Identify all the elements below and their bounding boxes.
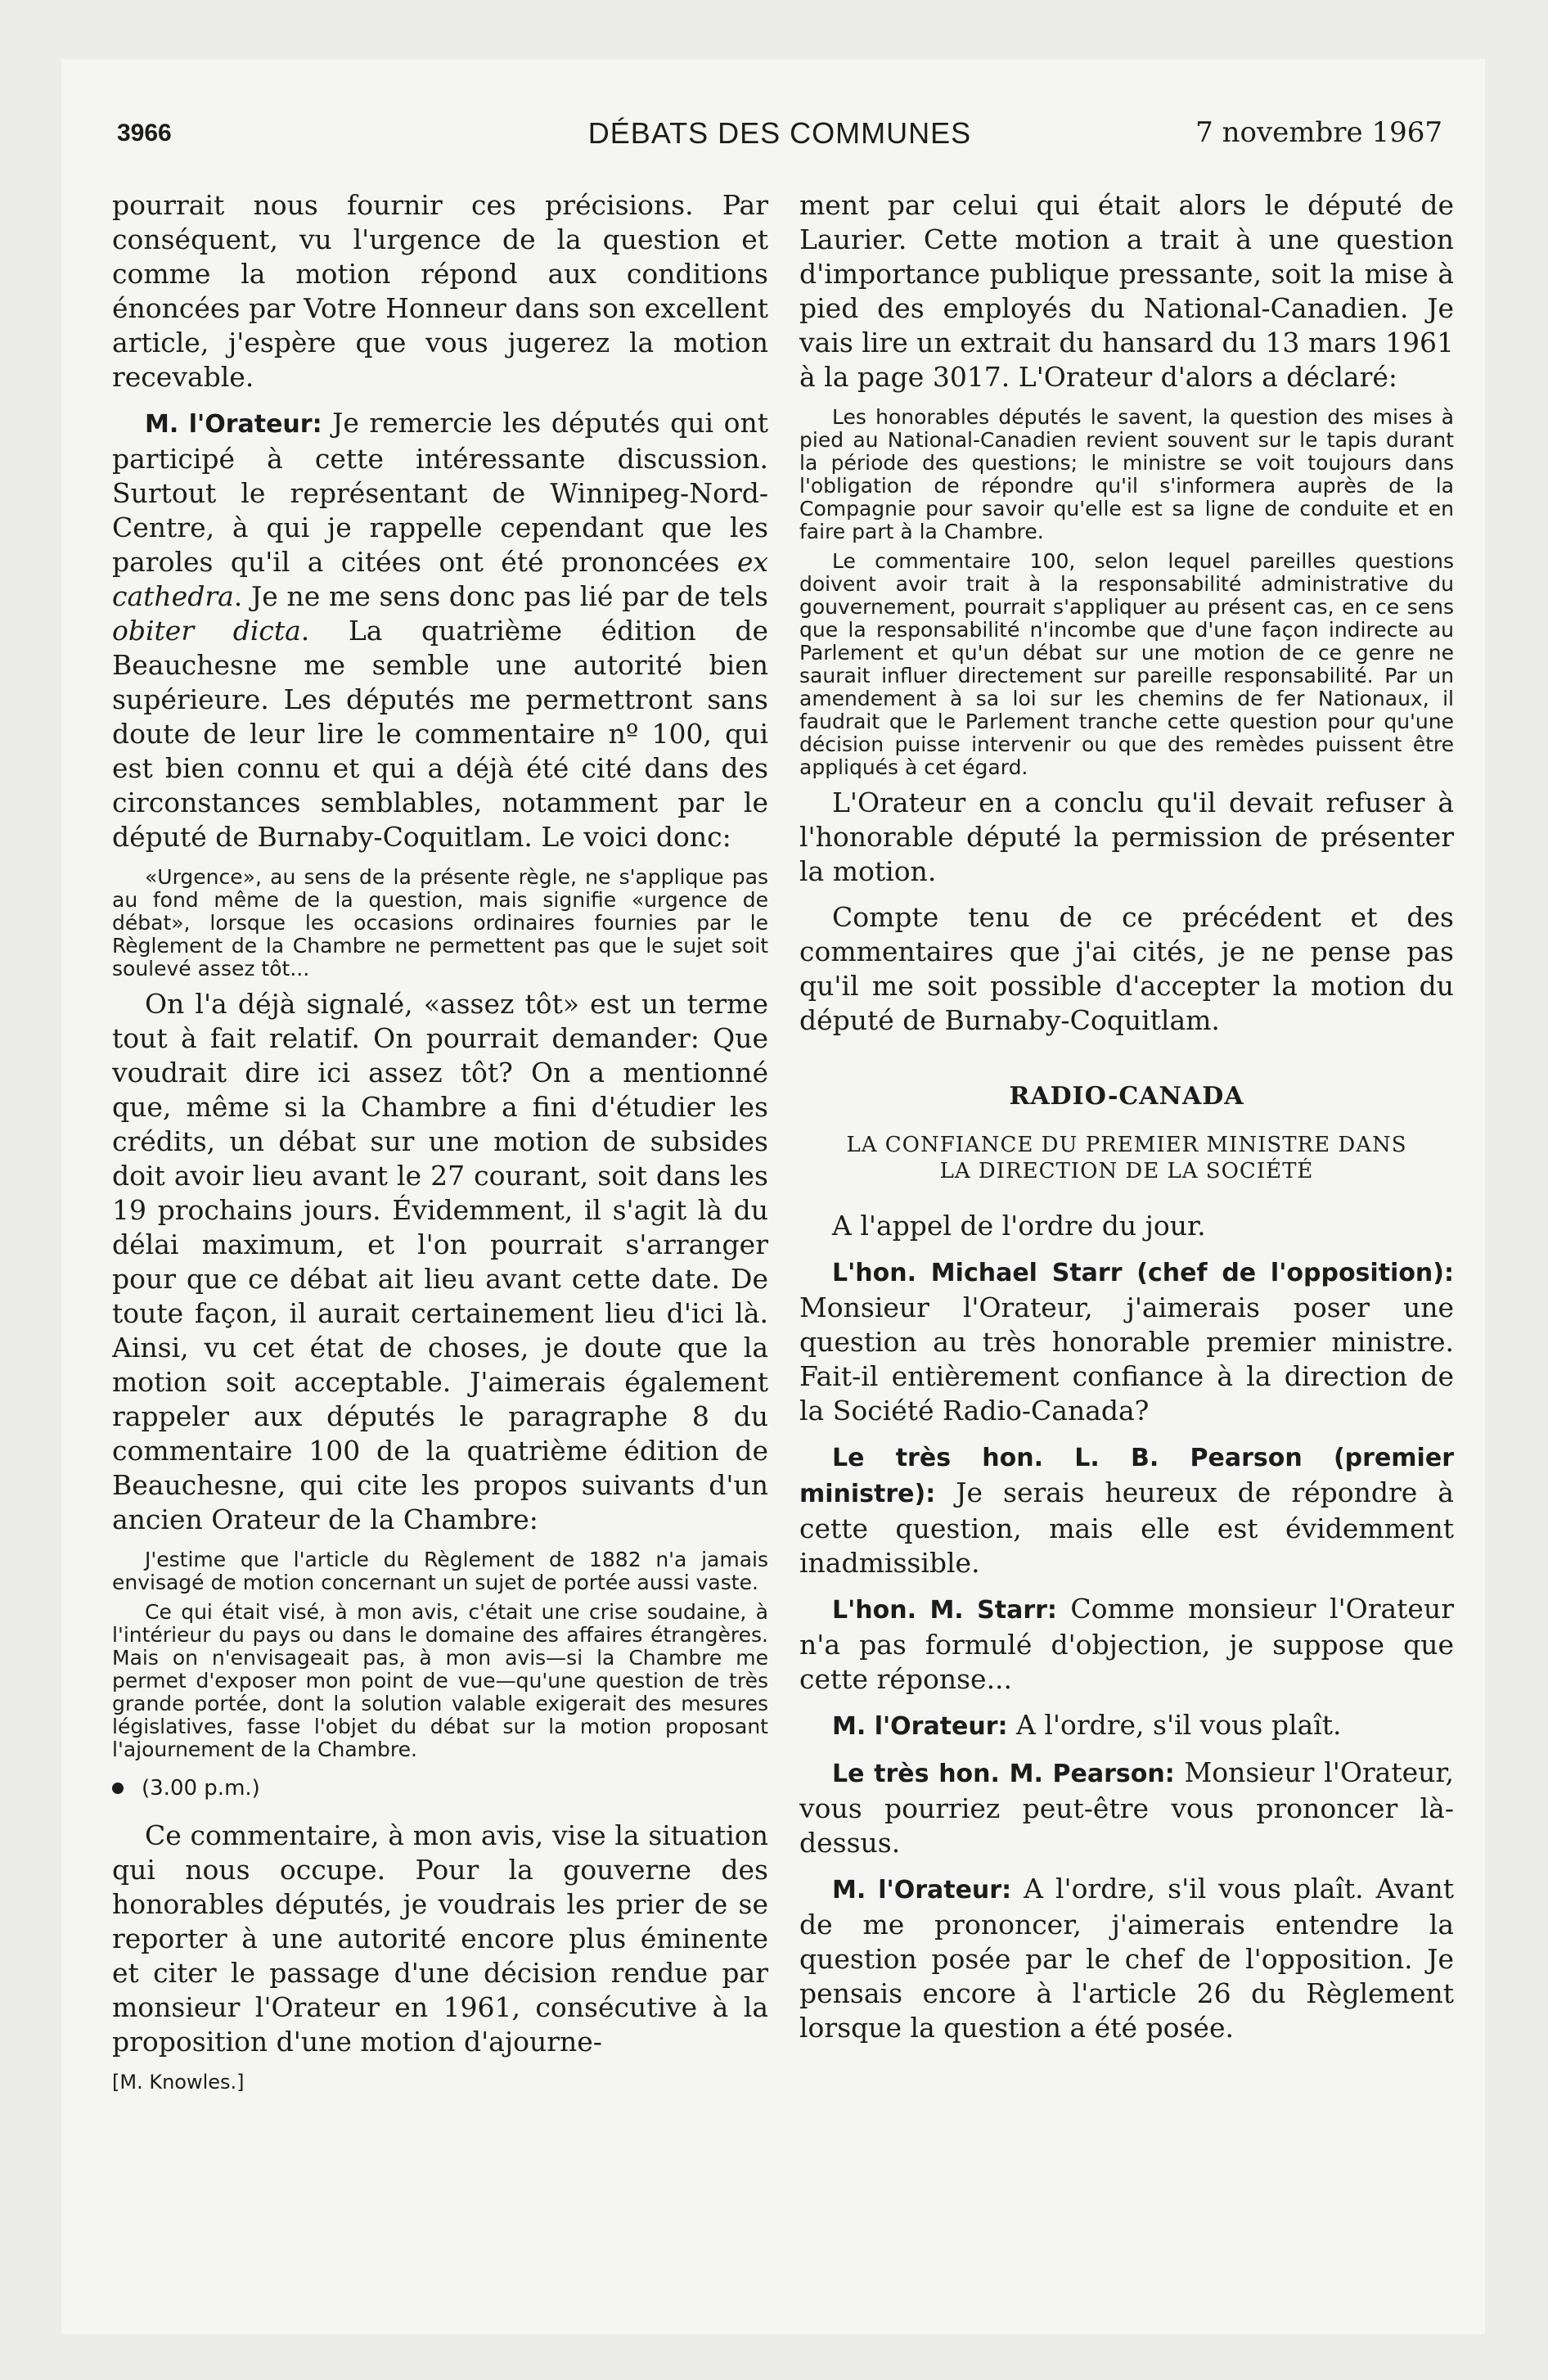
paragraph: L'Orateur en a conclu qu'il devait refuser à l'honorable député la permission de présenter la motion. — [799, 787, 1454, 887]
paragraph: Le très hon. L. B. Pearson (premier ministre): Je serais heureux de répondre à cette question, mais elle est évidemment inadmissible. — [799, 1444, 1454, 1579]
speaker-signature: [M. Knowles.] — [112, 2071, 245, 2094]
paragraph: L'hon. Michael Starr (chef de l'opposition): Monsieur l'Orateur, j'aimerais poser une question au très honorable premier ministre. Fait-il entièrement confiance à la direction de la Société Radio-Canada? — [799, 1259, 1454, 1427]
speaker-name: Le très hon. L. B. Pearson (premier ministre): — [799, 1444, 1454, 1508]
document-page — [61, 59, 1485, 2334]
page-number: 3966 — [117, 119, 172, 146]
page-header — [117, 113, 1442, 159]
speaker-name: L'hon. Michael Starr (chef de l'opposition): — [832, 1259, 1454, 1287]
time-marker: (3.00 p.m.) — [112, 1776, 768, 1801]
paragraph: On l'a déjà signalé, «assez tôt» est un terme tout à fait relatif. On pourrait demander: Que voudrait dire ici assez tôt? On a mentionné que, même si la Chambre a fini d'étudier les crédits, un débat sur une motion de subsides doit avoir lieu avant le 27 courant, soit dans les 19 prochains jours. Évidemment, il s'agit là du délai maximum, et l'on pourrait s'arranger pour que ce débat ait lieu avant cette date. De toute façon, il aurait certainement lieu d'ici là. Ainsi, vu cet état de choses, je doute que la motion soit acceptable. J'aimerais également rappeler aux députés le paragraphe 8 du commentaire 100 de la quatrième édition de Beauchesne, qui cite les propos suivants d'un ancien Orateur de la Chambre: — [112, 988, 768, 1535]
paragraph: M. l'Orateur: A l'ordre, s'il vous plaît. — [832, 1709, 1342, 1741]
paragraph: Compte tenu de ce précédent et des commentaires que j'ai cités, je ne pense pas qu'il me soit possible d'accepter la motion du député de Burnaby-Coquitlam. — [799, 901, 1454, 1036]
left-column — [112, 188, 768, 2301]
right-column — [799, 188, 1454, 2301]
paragraph: L'hon. M. Starr: Comme monsieur l'Orateur n'a pas formulé d'objection, je suppose que cette réponse... — [799, 1593, 1454, 1695]
block-quote: Le commentaire 100, selon lequel pareilles questions doivent avoir trait à la responsabilité administrative du gouvernement, pourrait s'appliquer au présent cas, en ce sens que la responsabilité n'incombe que d'une façon indirecte au Parlement et qu'un débat sur une motion de ce genre ne saurait influer directement sur pareille responsabilité. Par un amendement à sa loi sur les chemins de fer Nationaux, il faudrait que le Parlement tranche cette question pour qu'une décision puisse intervenir ou que des remèdes puissent être appliqués à cet égard. — [799, 549, 1454, 779]
paragraph: pourrait nous fournir ces précisions. Par conséquent, vu l'urgence de la question et comme la motion répond aux conditions énoncées par Votre Honneur dans son excellent article, j'espère que vous jugerez la motion recevable. — [112, 189, 768, 393]
paragraph: M. l'Orateur: A l'ordre, s'il vous plaît. Avant de me prononcer, j'aimerais entendre la question posée par le chef de l'opposition. Je pensais encore à l'article 26 du Règlement lorsque la question a été posée. — [799, 1873, 1454, 2044]
block-quote: Ce qui était visé, à mon avis, c'était une crise soudaine, à l'intérieur du pays ou dans le domaine des affaires étrangères. Mais on n'envisageait pas, à mon avis—si la Chambre me permet d'exposer mon point de vue—qu'une question de très grande portée, dont la solution valable exigerait des mesures législatives, fasse l'objet du débat sur la motion proposant l'ajournement de la Chambre. — [112, 1600, 768, 1761]
block-quote: J'estime que l'article du Règlement de 1882 n'a jamais envisagé de motion concernant un sujet de portée aussi vaste. — [112, 1548, 768, 1594]
section-subtitle: LA CONFIANCE DU PREMIER MINISTRE DANS LA DIRECTION DE LA SOCIÉTÉ — [846, 1133, 1407, 1183]
speaker-name: Le très hon. M. Pearson: — [832, 1760, 1175, 1788]
block-quote: «Urgence», au sens de la présente règle, ne s'applique pas au fond même de la question, mais signifie «urgence de débat», lorsque les occasions ordinaires fournies par le Règlement de la Chambre ne permettent pas que le sujet soit soulevé assez tôt... — [112, 865, 768, 980]
publication-title: DÉBATS DES COMMUNES — [587, 116, 972, 150]
paragraph: ment par celui qui était alors le député de Laurier. Cette motion a trait à une question d'importance publique pressante, soit la mise à pied des employés du National-Canadien. Je vais lire un extrait du hansard du 13 mars 1961 à la page 3017. L'Orateur d'alors a déclaré: — [799, 189, 1454, 393]
section-title: RADIO-CANADA — [1009, 1082, 1244, 1111]
speaker-name: M. l'Orateur: — [145, 410, 322, 439]
paragraph: Le très hon. M. Pearson: Monsieur l'Orateur, vous pourriez peut-être vous prononcer là-dessus. — [799, 1756, 1454, 1859]
speaker-name: M. l'Orateur: — [832, 1712, 1008, 1741]
speaker-name: L'hon. M. Starr: — [832, 1596, 1057, 1625]
speaker-name: M. l'Orateur: — [832, 1876, 1012, 1904]
page-date: 7 novembre 1967 — [1195, 116, 1442, 149]
paragraph: A l'appel de l'ordre du jour. — [832, 1210, 1206, 1242]
block-quote: Les honorables députés le savent, la question des mises à pied au National-Canadien revient souvent sur le tapis durant la période des questions; le ministre se voit toujours dans l'obligation de répondre qu'il s'informera auprès de la Compagnie pour savoir qu'elle est sa ligne de conduite et en faire part à la Chambre. — [799, 405, 1454, 543]
paragraph: M. l'Orateur: Je remercie les députés qui ont participé à cette intéressante discussion. Surtout le représentant de Winnipeg-Nord-Centre, à qui je rappelle cependant que les paroles qu'il a citées ont été prononcées ex cathedra. Je ne me sens donc pas lié par de tels obiter dicta. La quatrième édition de Beauchesne me semble une autorité bien supérieure. Les députés me permettront sans doute de leur lire le commentaire nº 100, qui est bien connu et qui a déjà été cité dans des circonstances semblables, notamment par le député de Burnaby-Coquitlam. Le voici donc: — [112, 407, 768, 853]
bullet-icon — [112, 1783, 124, 1794]
paragraph: Ce commentaire, à mon avis, vise la situation qui nous occupe. Pour la gouverne des honorables députés, je voudrais les prier de se reporter à une autorité encore plus éminente et citer le passage d'une décision rendue par monsieur l'Orateur en 1961, consécutive à la proposition d'une motion d'ajourne- — [112, 1819, 768, 2058]
